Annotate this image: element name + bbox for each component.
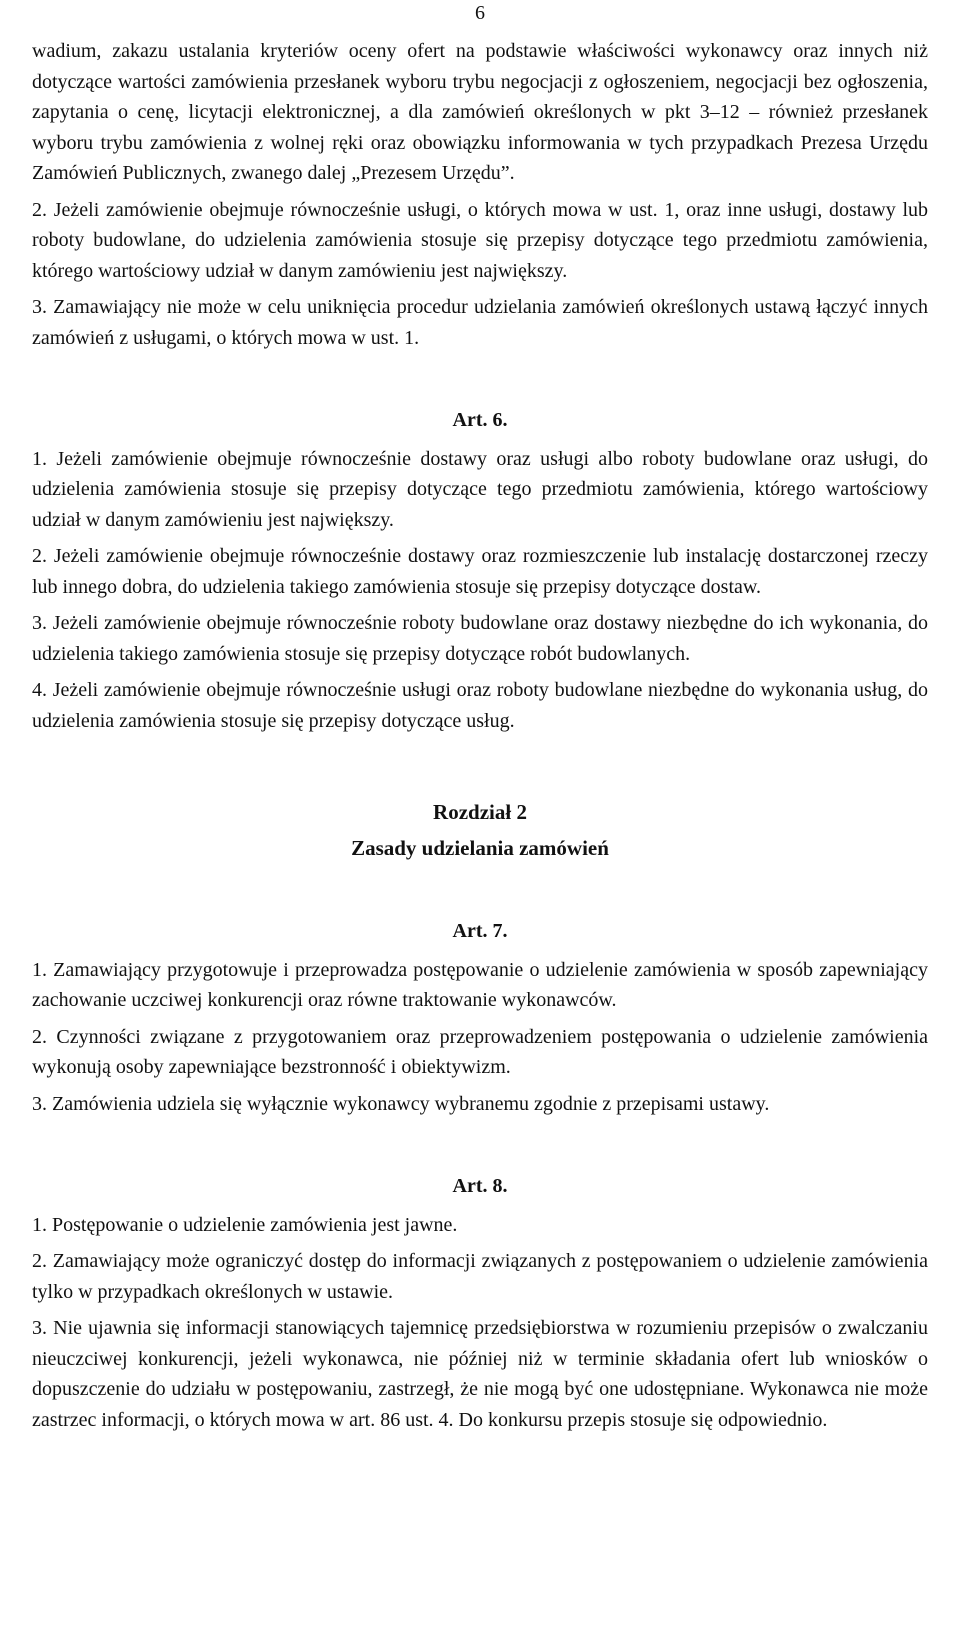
art6-heading: Art. 6. bbox=[452, 409, 508, 431]
art6-item-1: 1. Jeżeli zamówienie obejmuje równocześnie dostawy oraz usługi albo roboty budowlane oraz usługi, do udzielenia zamówienia stosuje się przepisy dotyczące tego przedmiotu zamówienia, którego wartościowy udział w danym zamówieniu jest największy. bbox=[32, 447, 928, 531]
art7-item-1: 1. Zamawiający przygotowuje i przeprowadza postępowanie o udzielenie zamówienia w sposób zapewniający zachowanie uczciwej konkurencji oraz równe traktowanie wykonawców. bbox=[32, 958, 928, 1011]
art6-item-4: 4. Jeżeli zamówienie obejmuje równocześnie usługi oraz roboty budowlane niezbędne do wykonania usług, do udzielenia zamówienia stosuje się przepisy dotyczące usług. bbox=[32, 679, 928, 732]
art8-item-1: 1. Postępowanie o udzielenie zamówienia jest jawne. bbox=[32, 1213, 458, 1236]
art8-heading: Art. 8. bbox=[452, 1175, 508, 1197]
art7-item-2: 2. Czynności związane z przygotowaniem oraz przeprowadzeniem postępowania o udzielenie zamówienia wykonują osoby zapewniające bezstronność i obiektywizm. bbox=[32, 1025, 928, 1078]
art7-item-3: 3. Zamówienia udziela się wyłącznie wykonawcy wybranemu zgodnie z przepisami ustawy. bbox=[32, 1092, 770, 1115]
art5-item-3: 3. Zamawiający nie może w celu uniknięcia procedur udzielania zamówień określonych ustawą łączyć innych zamówień z usługami, o których mowa w ust. 1. bbox=[32, 296, 928, 349]
document-body bbox=[32, 36, 928, 1435]
chapter-number: Rozdział 2 bbox=[433, 800, 527, 824]
art6-item-3: 3. Jeżeli zamówienie obejmuje równocześnie roboty budowlane oraz dostawy niezbędne do ich wykonania, do udzielenia takiego zamówienia stosuje się przepisy dotyczące robót budowlanych. bbox=[32, 612, 928, 665]
art8-item-2: 2. Zamawiający może ograniczyć dostęp do informacji związanych z postępowaniem o udzielenie zamówienia tylko w przypadkach określonych w ustawie. bbox=[32, 1250, 928, 1303]
art7-heading: Art. 7. bbox=[452, 920, 508, 942]
art5-item-2: 2. Jeżeli zamówienie obejmuje równocześnie usługi, o których mowa w ust. 1, oraz inne usługi, dostawy lub roboty budowlane, do udzielenia zamówienia stosuje się przepisy dotyczące tego przedmiotu zamówienia, którego wartościowy udział w danym zamówieniu jest największy. bbox=[32, 198, 928, 282]
chapter-title: Zasady udzielania zamówień bbox=[351, 836, 609, 860]
art8-item-3: 3. Nie ujawnia się informacji stanowiących tajemnicę przedsiębiorstwa w rozumieniu przepisów o zwalczaniu nieuczciwej konkurencji, jeżeli wykonawca, nie później niż w terminie składania ofert lub wniosków o dopuszczenie do udziału w postępowaniu, zastrzegł, że nie mogą być one udostępniane. Wykonawca nie może zastrzec informacji, o których mowa w art. 86 ust. 4. Do konkursu przepis stosuje się odpowiednio. bbox=[32, 1317, 928, 1431]
page-number: 6 bbox=[475, 2, 485, 24]
intro-paragraph: wadium, zakazu ustalania kryteriów oceny ofert na podstawie właściwości wykonawcy oraz innych niż dotyczące wartości zamówienia przesłanek wyboru trybu negocjacji z ogłoszeniem, negocjacji bez ogłoszenia, zapytania o cenę, licytacji elektronicznej, a dla zamówień określonych w pkt 3–12 – również przesłanek wyboru trybu zamówienia z wolnej ręki oraz obowiązku informowania w tych przypadkach Prezesa Urzędu Zamówień Publicznych, zwanego dalej „Prezesem Urzędu”. bbox=[32, 40, 928, 184]
art6-item-2: 2. Jeżeli zamówienie obejmuje równocześnie dostawy oraz rozmieszczenie lub instalację dostarczonej rzeczy lub innego dobra, do udzielenia takiego zamówienia stosuje się przepisy dotyczące dostaw. bbox=[32, 545, 928, 598]
